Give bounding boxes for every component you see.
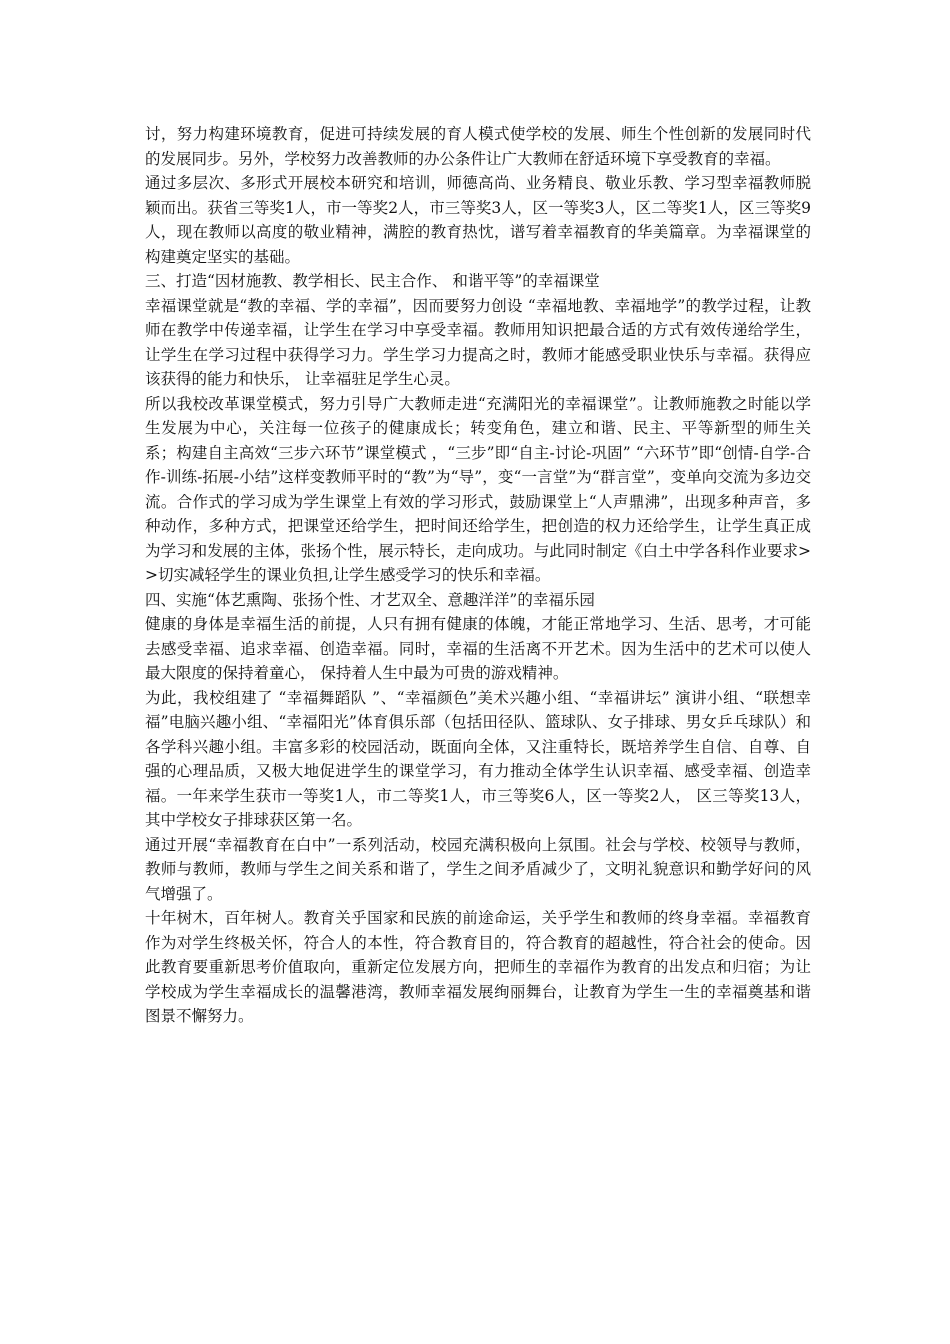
paragraph-happy-classroom: 幸福课堂就是“教的幸福、学的幸福”，因而要努力创设 “幸福地教、幸福地学”的教学过程，让教师在教学中传递幸福，让学生在学习中享受幸福。教师用知识把最合适的方式有效传递给学生，让学生在学习过程中获得学习力。学生学习力提高之时，教师才能感受职业快乐与幸福。获得应该获得的能力和快乐， 让幸福驻足学生心灵。 xyxy=(145,296,811,388)
paragraph-interest-groups: 为此，我校组建了 “幸福舞蹈队 ”、“幸福颜色”美术兴趣小组、“幸福讲坛” 演讲小组、“联想幸福”电脑兴趣小组、“幸福阳光”体育俱乐部（包括田径队、篮球队、女子排球、男女乒乓球队）和各学科兴趣小组。丰富多彩的校园活动，既面向全体，又注重特长，既培养学生自信、自尊、自强的心理品质，又极大地促进学生的课堂学习，有力推动全体学生认识幸福、感受幸福、创造幸福。一年来学生获市一等奖1人，市二等奖1人，市三等奖6人，区一等奖2人， 区三等奖13人，其中学校女子排球获区第一名。 xyxy=(145,688,811,829)
section-heading-three: 三、打造“因材施教、教学相长、民主合作、 和谐平等”的幸福课堂 xyxy=(145,272,600,290)
paragraph-intro-continuation: 讨，努力构建环境教育，促进可持续发展的育人模式使学校的发展、师生个性创新的发展同时代的发展同步。另外，学校努力改善教师的办公条件让广大教师在舒适环境下享受教育的幸福。 xyxy=(145,125,811,168)
paragraph-conclusion: 十年树木，百年树人。教育关乎国家和民族的前途命运，关乎学生和教师的终身幸福。幸福教育作为对学生终极关怀，符合人的本性，符合教育目的，符合教育的超越性，符合社会的使命。因此教育要重新思考价值取向，重新定位发展方向，把师生的幸福作为教育的出发点和归宿；为让学校成为学生幸福成长的温馨港湾，教师幸福发展绚丽舞台，让教育为学生一生的幸福奠基和谐图景不懈努力。 xyxy=(145,909,811,1025)
section-heading-four: 四、实施“体艺熏陶、张扬个性、才艺双全、意趣洋洋”的幸福乐园 xyxy=(145,590,595,609)
document-body xyxy=(145,122,811,1029)
paragraph-health-art: 健康的身体是幸福生活的前提，人只有拥有健康的体魄，才能正常地学习、生活、思考，才可能去感受幸福、追求幸福、创造幸福。同时，幸福的生活离不开艺术。因为生活中的艺术可以使人最大限度的保持着童心， 保持着人生中最为可贵的游戏精神。 xyxy=(145,615,811,682)
paragraph-teacher-training: 通过多层次、多形式开展校本研究和培训，师德高尚、业务精良、敬业乐教、学习型幸福教师脱颖而出。获省三等奖1人，市一等奖2人，市三等奖3人，区一等奖3人，区二等奖1人，区三等奖9人，现在教师以高度的敬业精神，满腔的教育热忱，谱写着幸福教育的华美篇章。为幸福课堂的构建奠定坚实的基础。 xyxy=(145,174,811,266)
paragraph-classroom-reform: 所以我校改革课堂模式，努力引导广大教师走进“充满阳光的幸福课堂”。让教师施教之时能以学生发展为中心，关注每一位孩子的健康成长；转变角色，建立和谐、民主、平等新型的师生关系；构建自主高效“三步六环节”课堂模式 ，“三步”即“自主-讨论-巩固” “六环节”即“创情-自学-合作-训练-拓展-小结”这样变教师平时的“教”为“导”，变“一言堂”为“群言堂”，变单向交流为多边交流。合作式的学习成为学生课堂上有效的学习形式，鼓励课堂上“人声鼎沸”，出现多种声音，多种动作，多种方式，把课堂还给学生，把时间还给学生，把创造的权力还给学生，让学生真正成为学习和发展的主体，张扬个性，展示特长，走向成功。与此同时制定《白土中学各科作业要求>>切实减轻学生的课业负担,让学生感受学习的快乐和幸福。 xyxy=(145,394,811,584)
paragraph-campus-activities: 通过开展“幸福教育在白中”一系列活动，校园充满积极向上氛围。社会与学校、校领导与教师，教师与教师，教师与学生之间关系和谐了，学生之间矛盾减少了，文明礼貌意识和勤学好问的风气增强了。 xyxy=(145,835,811,903)
